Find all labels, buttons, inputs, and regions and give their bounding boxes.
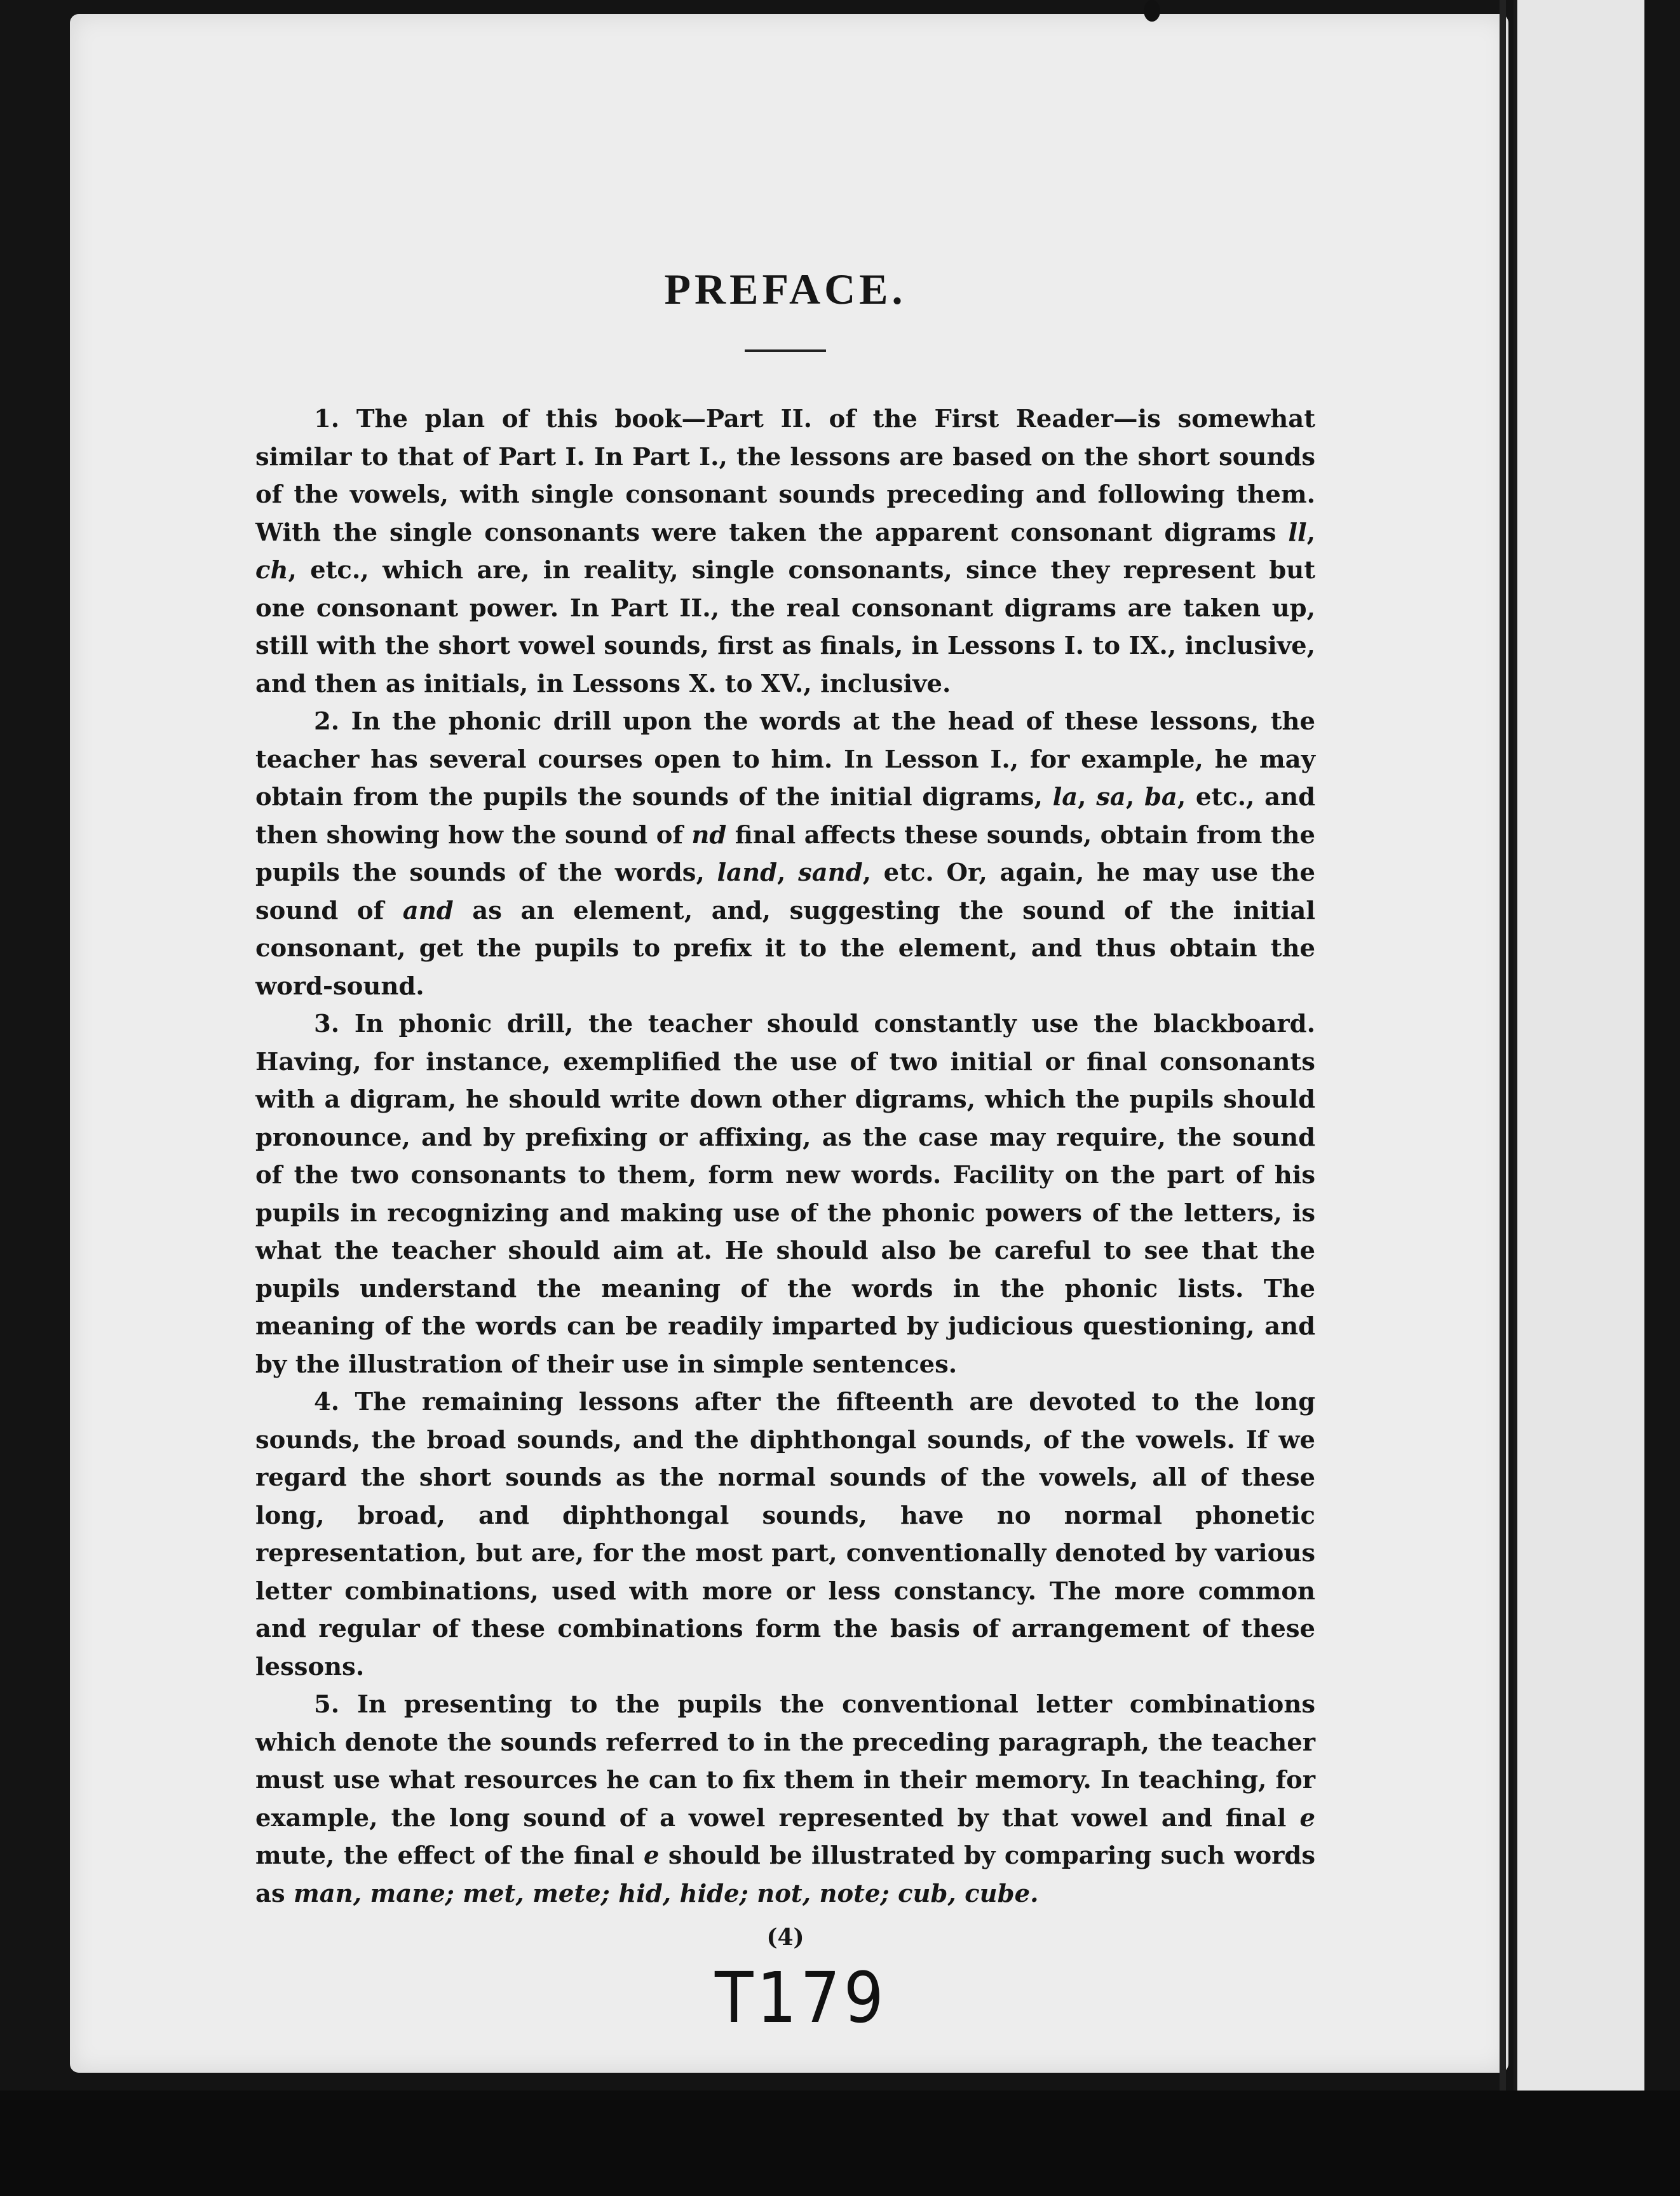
page-title: PREFACE. — [664, 265, 907, 313]
paragraph-2-text-f: , — [777, 858, 799, 887]
paragraph-2-italic-nd: nd — [691, 820, 727, 850]
paragraph-4: 4. The remaining lessons after the fifteenth are devoted to the long sounds, the broad sounds, and the diphthongal sounds, of the vowels. If we regard the short sounds as the normal sounds of the vowels, all of these long, broad, and diphthongal sounds, have no normal phonetic representation, but are, for the most part, conventionally denoted by various letter combinations, used with more or less constancy. The more common and regular of these combinations form the basis of arrangement of these lessons. — [255, 1388, 1315, 1681]
paragraph-2-italic-land: land — [717, 858, 778, 887]
paragraph-5-text-b: mute, the effect of the final — [255, 1841, 644, 1870]
paragraph-1 — [255, 400, 1315, 703]
ink-dot-mark — [1144, 0, 1160, 22]
page-spine-line — [1500, 0, 1506, 2097]
paragraph-5-italic-e: e — [1299, 1803, 1315, 1833]
paragraph-5-text-c: should be illustrated by comparing such words as — [255, 1841, 1315, 1908]
paragraph-1-text-a: 1. The plan of this book—Part II. of the First Reader—is somewhat similar to that of Part I. In Part I., the lessons are based on the short sounds of the vowels, with single consonant sounds preceding and following them. With the single consonants were taken the apparent consonant digrams — [255, 405, 1315, 547]
paragraph-5-text-a: 5. In presenting to the pupils the conventional letter combinations which denote the sounds referred to in the preceding paragraph, the teacher must use what resources he can to fix them in their memory. In teaching, for example, the long sound of a vowel represented by that vowel and final — [255, 1690, 1315, 1833]
page-content — [255, 261, 1315, 1953]
handwritten-catalog-note: T179 — [715, 1957, 888, 2038]
scan-bottom-margin — [0, 2091, 1680, 2196]
paragraph-5-italic-examples: man, mane; met, mete; hid, hide; not, note; cub, cube. — [294, 1879, 1039, 1908]
paragraph-2-text-g: , etc. Or, again, he may use the sound of — [255, 858, 1315, 925]
page-number: (4) — [766, 1924, 804, 1951]
paragraph-2-text-e: final affects these sounds, obtain from the pupils the sounds of the words, — [255, 820, 1315, 887]
paragraph-2-italic-la: la — [1052, 783, 1078, 811]
paragraph-1-text-b: , — [1306, 518, 1315, 547]
paragraph-5-italic-e-2: e — [643, 1841, 660, 1870]
paragraph-2-italic-ba: ba — [1144, 783, 1177, 811]
paragraph-1-text-c: , etc., which are, in reality, single consonants, since they represent but one consonant power. In Part II., the real consonant digrams are taken up, still with the short vowel sounds, first as finals, in Lessons I. to IX., inclusive, and then as initials, in Lessons X. to XV., inclusive. — [255, 556, 1315, 698]
paragraph-2-italic-sand: sand — [798, 858, 863, 887]
paragraph-2-text-b: , — [1078, 783, 1097, 811]
paragraph-2-text-h: as an element, and, suggesting the sound of the initial consonant, get the pupils to prefix it to the element, and thus obtain the word-sound. — [255, 896, 1316, 1001]
paragraph-2-italic-and: and — [402, 896, 454, 925]
paragraph-1-italic-ch: ch — [255, 556, 288, 585]
paragraph-2-text-d: , etc., and then showing how the sound of — [255, 783, 1315, 850]
paragraph-2-italic-sa: sa — [1096, 783, 1126, 811]
paragraph-5 — [255, 1686, 1315, 1913]
paragraph-2 — [255, 703, 1315, 1005]
paragraph-1-italic-ll: ll — [1288, 518, 1307, 547]
paragraph-3: 3. In phonic drill, the teacher should constantly use the blackboard. Having, for instance, exemplified the use of two initial or final consonants with a digram, he should write down other digrams, which the pupils should pronounce, and by prefixing or affixing, as the case may require, the sound of the two consonants to them, form new words. Facility on the part of his pupils in recognizing and making use of the phonic powers of the letters, is what the teacher should aim at. He should also be careful to see that the pupils understand the meaning of the words in the phonic lists. The meaning of the words can be readily imparted by judicious questioning, and by the illustration of their use in simple sentences. — [255, 1010, 1315, 1379]
adjacent-page-edge — [1514, 0, 1644, 2097]
paragraph-2-text-a: 2. In the phonic drill upon the words at the head of these lessons, the teacher has several courses open to him. In Lesson I., for example, he may obtain from the pupils the sounds of the initial digrams, — [255, 707, 1315, 811]
paragraph-2-text-c: , — [1125, 783, 1144, 811]
title-rule — [745, 349, 826, 352]
